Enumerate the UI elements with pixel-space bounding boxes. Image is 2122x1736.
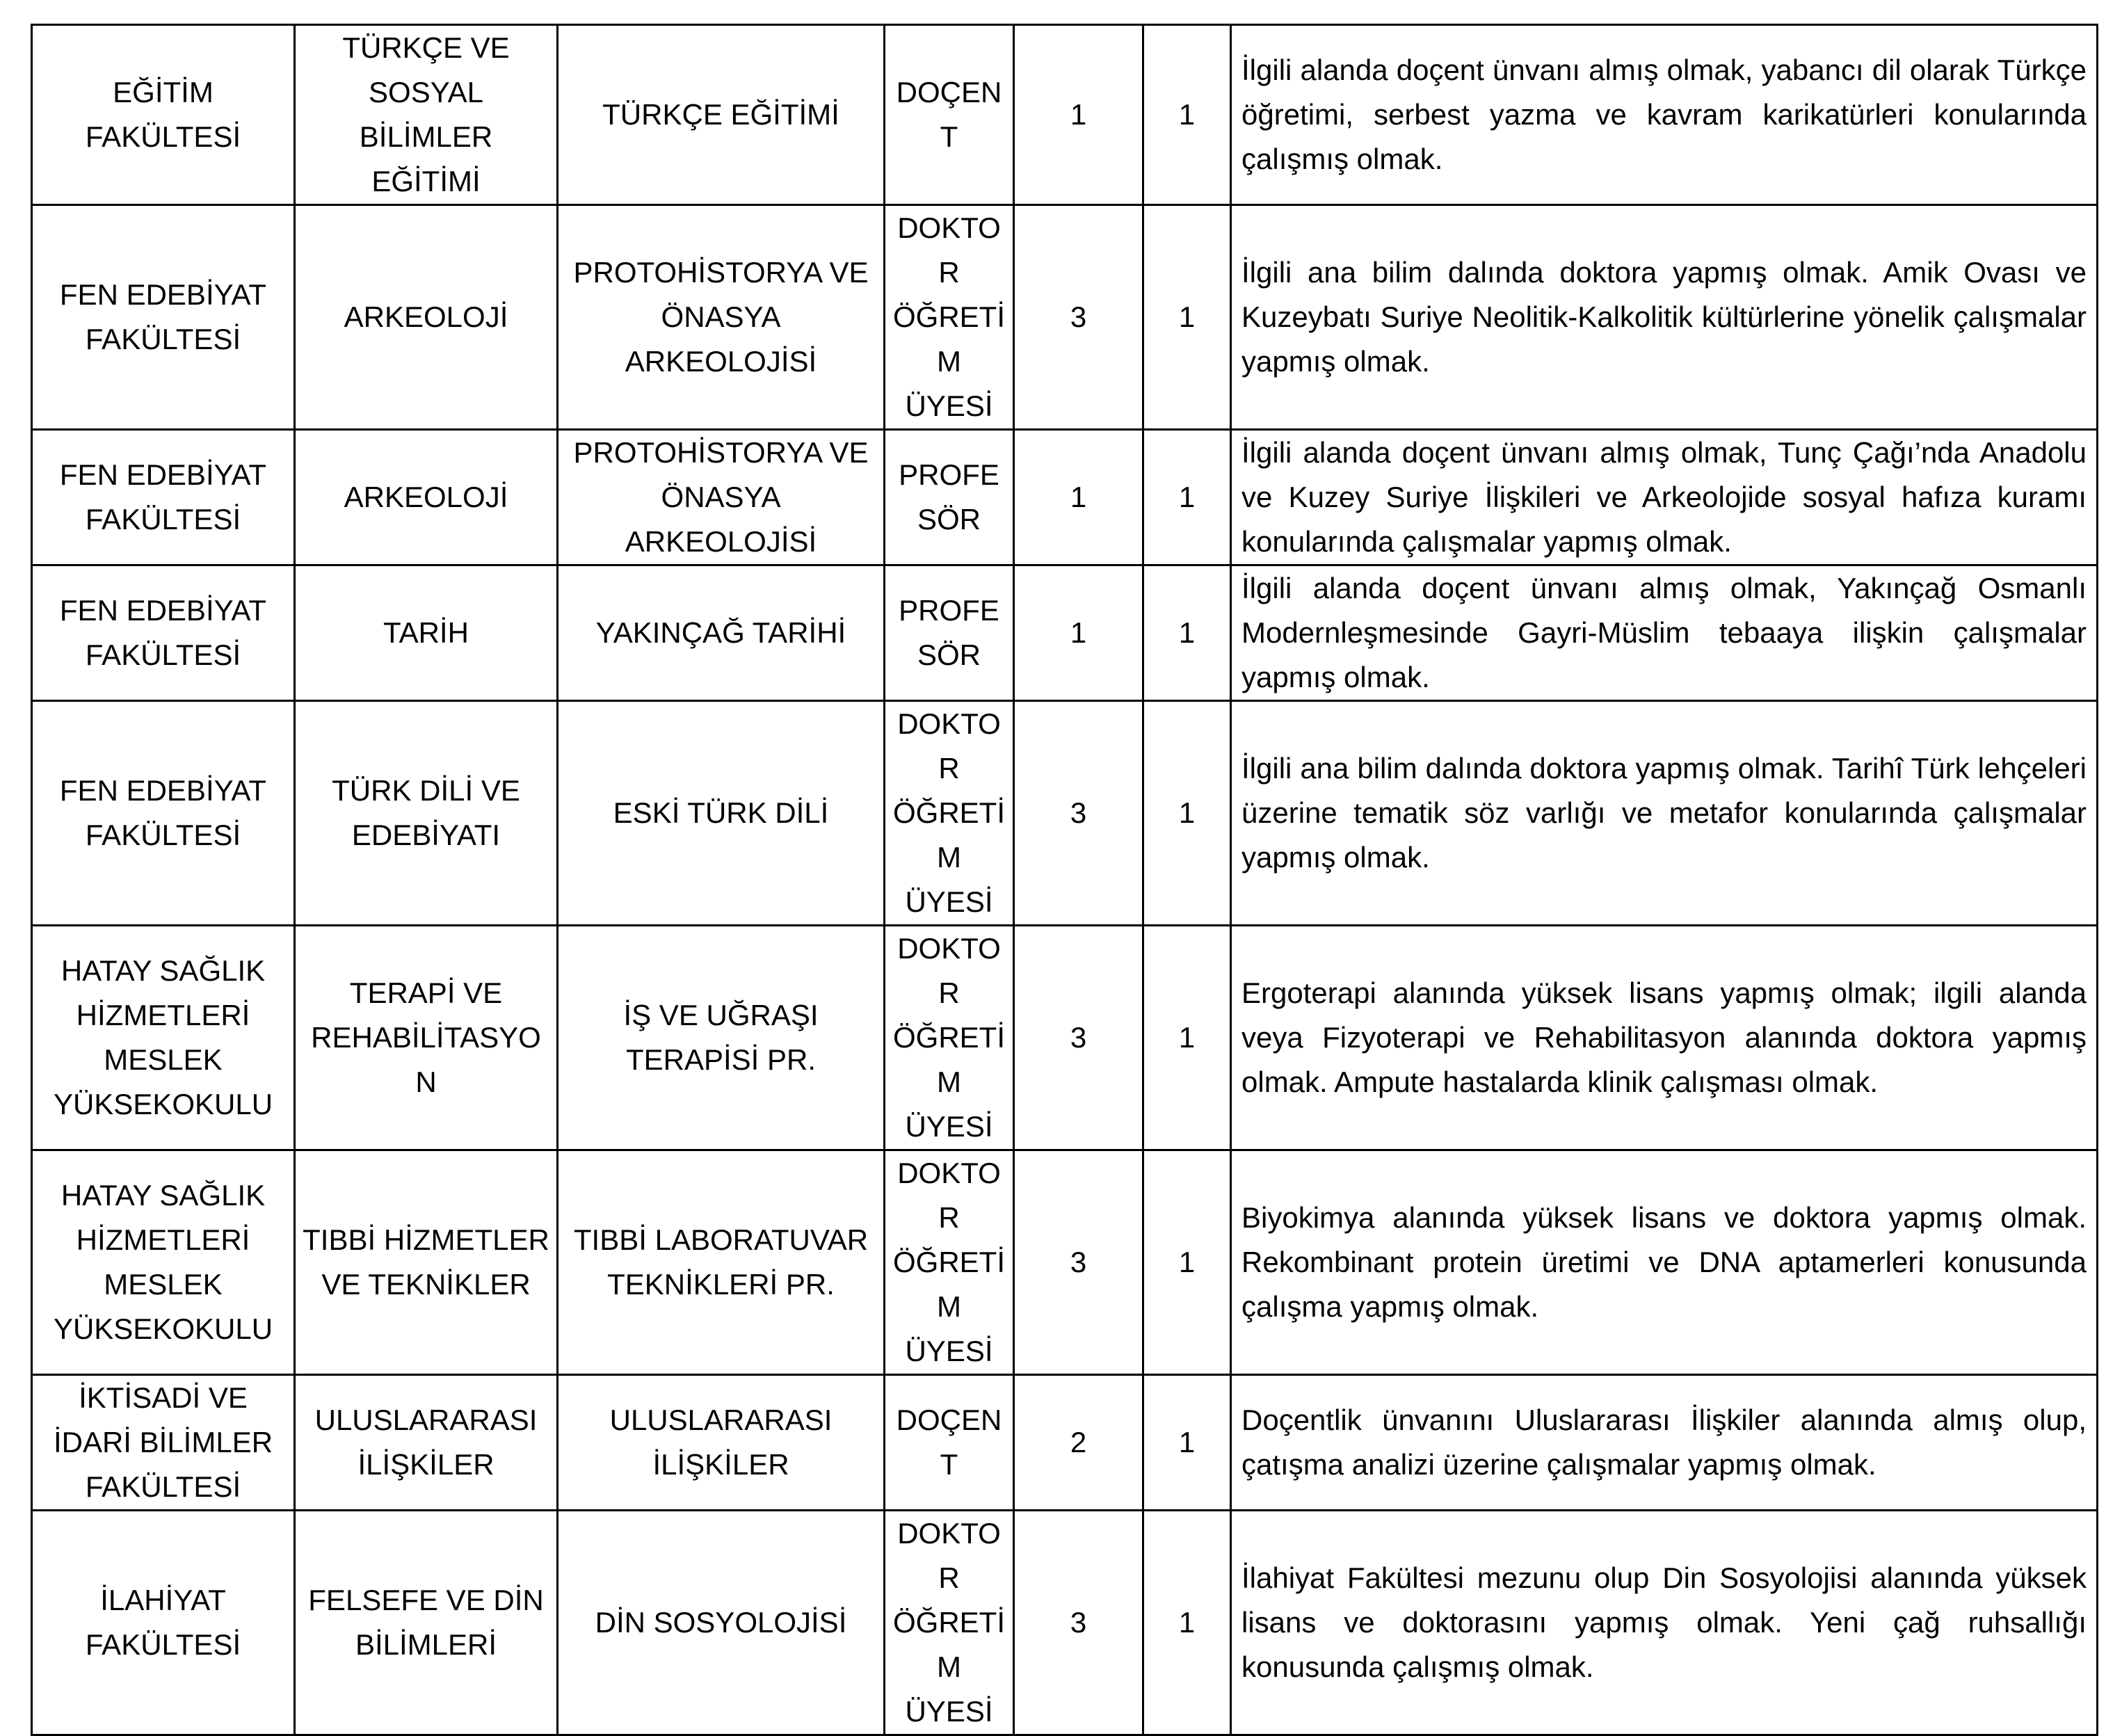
table-row [32, 565, 2098, 701]
faculty-cell-text: FEN EDEBİYAT FAKÜLTESİ [59, 458, 267, 536]
academic-title-cell-text: DOKTOR ÖĞRETİM ÜYESİ [892, 932, 1005, 1143]
table-row [32, 1511, 2098, 1735]
position-count-cell-text: 1 [1178, 1246, 1196, 1278]
faculty-cell-text: FEN EDEBİYAT FAKÜLTESİ [59, 278, 267, 355]
degree-cell-text: 1 [1070, 98, 1087, 131]
department-cell-text: ARKEOLOJİ [344, 300, 508, 333]
requirement-cell-text: İlgili ana bilim dalında doktora yapmış olmak. Tarihî Türk lehçeleri üzerine tematik söz varlığı ve metafor konularında çalışmalar yapmış olmak. [1241, 752, 2087, 874]
position-count-cell-text: 1 [1178, 1021, 1196, 1054]
academic-title-cell [885, 1375, 1014, 1511]
division-cell-text: DİN SOSYOLOJİSİ [595, 1606, 847, 1639]
position-count-cell-text: 1 [1178, 616, 1196, 649]
division-cell-text: TIBBİ LABORATUVAR TEKNİKLERİ PR. [573, 1223, 869, 1301]
degree-cell [1014, 205, 1143, 430]
academic-title-cell-text: DOÇENT [896, 76, 1002, 153]
academic-title-cell-text: DOÇENT [896, 1404, 1002, 1481]
positions-table [31, 24, 2098, 1736]
position-count-cell-text: 1 [1178, 796, 1196, 829]
requirement-cell [1231, 1150, 2098, 1375]
degree-cell-text: 3 [1070, 300, 1087, 333]
academic-title-cell-text: PROFESÖR [899, 458, 999, 536]
requirement-cell [1231, 565, 2098, 701]
table-row [32, 701, 2098, 926]
academic-title-cell [885, 701, 1014, 926]
position-count-cell [1143, 205, 1231, 430]
position-count-cell [1143, 430, 1231, 565]
faculty-cell-text: FEN EDEBİYAT FAKÜLTESİ [59, 774, 267, 851]
position-count-cell [1143, 1150, 1231, 1375]
degree-cell-text: 3 [1070, 1021, 1087, 1054]
position-count-cell-text: 1 [1178, 300, 1196, 333]
position-count-cell-text: 1 [1178, 1426, 1196, 1458]
academic-title-cell-text: DOKTOR ÖĞRETİM ÜYESİ [892, 1517, 1005, 1728]
department-cell-text: ARKEOLOJİ [344, 481, 508, 513]
academic-title-cell-text: PROFESÖR [899, 594, 999, 671]
table-row [32, 1150, 2098, 1375]
degree-cell [1014, 1511, 1143, 1735]
faculty-cell-text: FEN EDEBİYAT FAKÜLTESİ [59, 594, 267, 671]
division-cell [558, 205, 885, 430]
position-count-cell-text: 1 [1178, 481, 1196, 513]
academic-title-cell-text: DOKTOR ÖĞRETİM ÜYESİ [892, 211, 1005, 422]
degree-cell-text: 1 [1070, 616, 1087, 649]
department-cell-text: FELSEFE VE DİN BİLİMLERİ [308, 1584, 544, 1661]
requirement-cell-text: Doçentlik ünvanını Uluslararası İlişkiler alanında almış olup, çatışma analizi üzerine çalışmalar yapmış olmak. [1241, 1404, 2087, 1481]
table-row [32, 430, 2098, 565]
division-cell [558, 565, 885, 701]
position-count-cell [1143, 926, 1231, 1150]
degree-cell [1014, 701, 1143, 926]
requirement-cell-text: İlgili alanda doçent ünvanı almış olmak, yabancı dil olarak Türkçe öğretimi, serbest yazma ve kavram karikatürleri konularında çalışmış olmak. [1241, 54, 2087, 175]
degree-cell [1014, 1150, 1143, 1375]
position-count-cell [1143, 1511, 1231, 1735]
academic-title-cell [885, 205, 1014, 430]
requirement-cell-text: İlgili alanda doçent ünvanı almış olmak, Yakınçağ Osmanlı Modernleşmesinde Gayri-Müslim tebaaya ilişkin çalışmalar yapmış olmak. [1241, 572, 2087, 693]
faculty-cell [32, 430, 295, 565]
position-count-cell [1143, 565, 1231, 701]
division-cell-text: TÜRKÇE EĞİTİMİ [602, 98, 839, 131]
department-cell [295, 1375, 558, 1511]
position-count-cell [1143, 701, 1231, 926]
department-cell [295, 701, 558, 926]
requirement-cell-text: İlgili ana bilim dalında doktora yapmış olmak. Amik Ovası ve Kuzeybatı Suriye Neolitik-Kalkolitik kültürlerine yönelik çalışmalar yapmış olmak. [1241, 256, 2087, 378]
degree-cell [1014, 565, 1143, 701]
division-cell-text: PROTOHİSTORYA VE ÖNASYA ARKEOLOJİSİ [573, 436, 869, 558]
department-cell-text: TÜRKÇE VE SOSYAL BİLİMLER EĞİTİMİ [342, 31, 510, 198]
division-cell-text: ESKİ TÜRK DİLİ [613, 796, 829, 829]
division-cell [558, 430, 885, 565]
division-cell [558, 926, 885, 1150]
degree-cell [1014, 926, 1143, 1150]
position-count-cell [1143, 1375, 1231, 1511]
academic-title-cell [885, 1150, 1014, 1375]
faculty-cell [32, 1150, 295, 1375]
faculty-cell-text: İKTİSADİ VE İDARİ BİLİMLER FAKÜLTESİ [53, 1381, 273, 1503]
degree-cell-text: 1 [1070, 481, 1087, 513]
degree-cell-text: 3 [1070, 796, 1087, 829]
faculty-cell [32, 205, 295, 430]
academic-title-cell [885, 25, 1014, 205]
academic-title-cell [885, 926, 1014, 1150]
table-row [32, 25, 2098, 205]
academic-title-cell [885, 565, 1014, 701]
requirement-cell-text: İlahiyat Fakültesi mezunu olup Din Sosyolojisi alanında yüksek lisans ve doktorasını yapmış olmak. Yeni çağ ruhsallığı konusunda çalışmış olmak. [1241, 1561, 2087, 1683]
position-count-cell-text: 1 [1178, 98, 1196, 131]
division-cell-text: ULUSLARARASI İLİŞKİLER [609, 1404, 833, 1481]
department-cell [295, 205, 558, 430]
requirement-cell [1231, 701, 2098, 926]
department-cell-text: TÜRK DİLİ VE EDEBİYATI [332, 774, 520, 851]
faculty-cell [32, 701, 295, 926]
faculty-cell-text: HATAY SAĞLIK HİZMETLERİ MESLEK YÜKSEKOKULU [53, 1179, 273, 1345]
faculty-cell [32, 25, 295, 205]
table-row [32, 205, 2098, 430]
division-cell [558, 701, 885, 926]
academic-title-cell [885, 430, 1014, 565]
degree-cell [1014, 1375, 1143, 1511]
division-cell [558, 1511, 885, 1735]
division-cell-text: İŞ VE UĞRAŞI TERAPİSİ PR. [623, 999, 819, 1076]
requirement-cell-text: Biyokimya alanında yüksek lisans ve doktora yapmış olmak. Rekombinant protein üretimi ve DNA aptamerleri konusunda çalışma yapmış olmak. [1241, 1201, 2087, 1323]
degree-cell-text: 3 [1070, 1246, 1087, 1278]
requirement-cell [1231, 1375, 2098, 1511]
department-cell [295, 926, 558, 1150]
faculty-cell [32, 1511, 295, 1735]
academic-title-cell-text: DOKTOR ÖĞRETİM ÜYESİ [892, 1157, 1005, 1367]
requirement-cell-text: İlgili alanda doçent ünvanı almış olmak, Tunç Çağı’nda Anadolu ve Kuzey Suriye İlişkileri ve Arkeolojide sosyal hafıza kuramı konularında çalışmalar yapmış olmak. [1241, 436, 2087, 558]
requirement-cell [1231, 205, 2098, 430]
table-row [32, 926, 2098, 1150]
requirement-cell [1231, 430, 2098, 565]
division-cell [558, 25, 885, 205]
division-cell-text: YAKINÇAĞ TARİHİ [595, 616, 846, 649]
department-cell [295, 25, 558, 205]
faculty-cell [32, 565, 295, 701]
table-body [32, 25, 2098, 1735]
division-cell [558, 1150, 885, 1375]
department-cell [295, 1150, 558, 1375]
table-row [32, 1375, 2098, 1511]
department-cell [295, 1511, 558, 1735]
requirement-cell [1231, 25, 2098, 205]
degree-cell-text: 2 [1070, 1426, 1087, 1458]
requirement-cell [1231, 1511, 2098, 1735]
faculty-cell-text: EĞİTİM FAKÜLTESİ [85, 76, 241, 153]
degree-cell [1014, 430, 1143, 565]
degree-cell [1014, 25, 1143, 205]
degree-cell-text: 3 [1070, 1606, 1087, 1639]
requirement-cell [1231, 926, 2098, 1150]
academic-title-cell [885, 1511, 1014, 1735]
position-count-cell [1143, 25, 1231, 205]
faculty-cell-text: HATAY SAĞLIK HİZMETLERİ MESLEK YÜKSEKOKULU [53, 954, 273, 1120]
department-cell-text: TERAPİ VE REHABİLİTASYON [311, 976, 541, 1098]
division-cell [558, 1375, 885, 1511]
position-count-cell-text: 1 [1178, 1606, 1196, 1639]
department-cell [295, 565, 558, 701]
academic-title-cell-text: DOKTOR ÖĞRETİM ÜYESİ [892, 707, 1005, 918]
division-cell-text: PROTOHİSTORYA VE ÖNASYA ARKEOLOJİSİ [573, 256, 869, 378]
department-cell-text: ULUSLARARASI İLİŞKİLER [314, 1404, 538, 1481]
department-cell [295, 430, 558, 565]
department-cell-text: TARİH [383, 616, 469, 649]
faculty-cell-text: İLAHİYAT FAKÜLTESİ [85, 1584, 241, 1661]
department-cell-text: TIBBİ HİZMETLER VE TEKNİKLER [303, 1223, 549, 1301]
requirement-cell-text: Ergoterapi alanında yüksek lisans yapmış olmak; ilgili alanda veya Fizyoterapi ve Rehabilitasyon alanında doktora yapmış olmak. Ampute hastalarda klinik çalışması olmak. [1241, 976, 2087, 1098]
faculty-cell [32, 1375, 295, 1511]
faculty-cell [32, 926, 295, 1150]
